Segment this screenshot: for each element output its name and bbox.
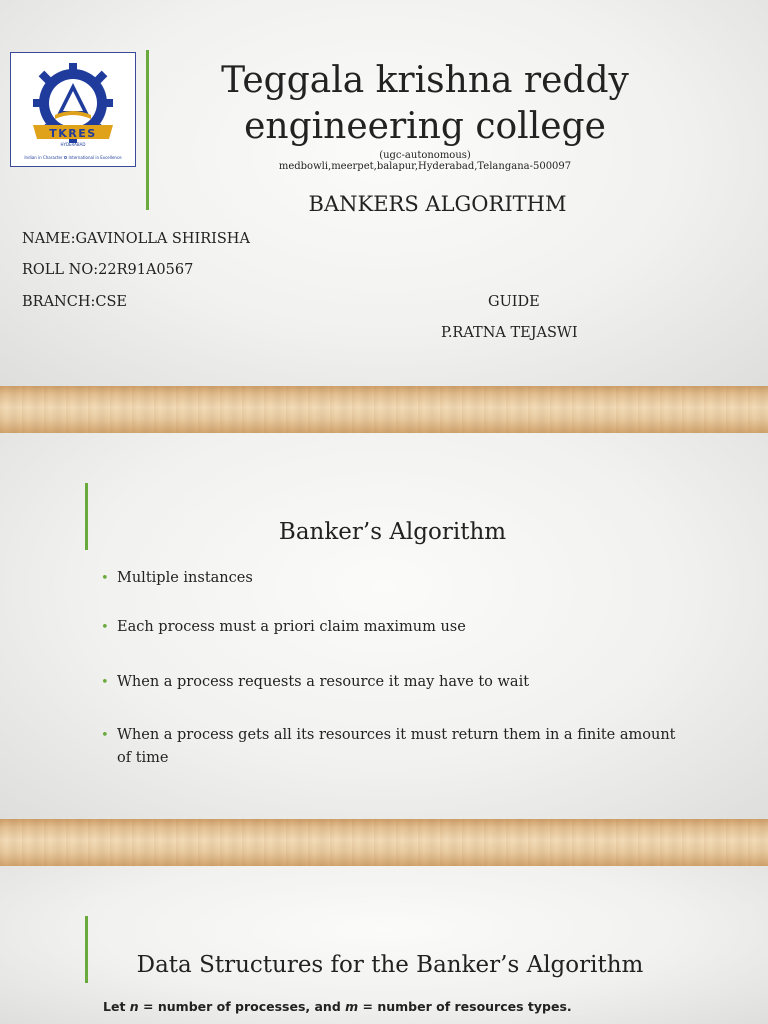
- definition-part: Let: [103, 999, 130, 1014]
- bullet-item: [101, 724, 687, 770]
- bullet-text: Each process must a priori claim maximum use: [117, 619, 466, 635]
- college-subtitle: (ugc-autonomous): [379, 150, 471, 161]
- bullet-item: [101, 616, 697, 639]
- slide-3: [0, 866, 768, 1024]
- bullet-text: When a process requests a resource it may have to wait: [117, 674, 530, 690]
- definition-part: = number of processes, and: [138, 999, 346, 1014]
- roll-number: ROLL NO:22R91A0567: [22, 262, 194, 278]
- guide-name: P.RATNA TEJASWI: [441, 325, 578, 341]
- bullet-dot-icon: •: [101, 571, 109, 586]
- definition-line: [103, 999, 572, 1014]
- tkres-logo-icon: [11, 53, 135, 166]
- definition-part: = number of resources types.: [358, 999, 572, 1014]
- bullet-item: [101, 671, 697, 694]
- bullet-dot-icon: •: [101, 728, 109, 743]
- slide-title: Data Structures for the Banker’s Algorithm: [136, 952, 644, 978]
- student-name: NAME:GAVINOLLA SHIRISHA: [22, 231, 250, 247]
- variable-m: m: [345, 999, 359, 1014]
- accent-bar: [85, 916, 88, 983]
- logo-tkres-text: TKRES: [49, 127, 97, 140]
- logo-city-text: HYDERABAD: [60, 142, 86, 147]
- college-address: medbowli,meerpet,balapur,Hyderabad,Telangana-500097: [278, 161, 572, 172]
- logo-tagline: Indian in Character ✪ International in Excellence: [24, 155, 122, 160]
- college-title-line1: Teggala krishna reddy: [221, 60, 629, 101]
- wood-divider-1: [0, 386, 768, 433]
- branch: BRANCH:CSE: [22, 294, 127, 310]
- bullet-text: When a process gets all its resources it must return them in a finite amount of time: [117, 727, 676, 766]
- college-title-line2: engineering college: [244, 106, 606, 147]
- variable-n: n: [129, 999, 139, 1014]
- bullet-dot-icon: •: [101, 675, 109, 690]
- slide-2: [0, 433, 768, 819]
- presentation-heading: BANKERS ALGORITHM: [308, 192, 567, 216]
- accent-bar: [146, 50, 149, 210]
- wood-divider-2: [0, 819, 768, 866]
- guide-label: GUIDE: [488, 294, 540, 310]
- bullet-item: [101, 567, 697, 590]
- slide-title: Banker’s Algorithm: [278, 519, 507, 545]
- college-logo: [10, 52, 136, 167]
- slide-1: [0, 0, 768, 386]
- bullet-text: Multiple instances: [117, 570, 253, 586]
- bullet-dot-icon: •: [101, 620, 109, 635]
- accent-bar: [85, 483, 88, 550]
